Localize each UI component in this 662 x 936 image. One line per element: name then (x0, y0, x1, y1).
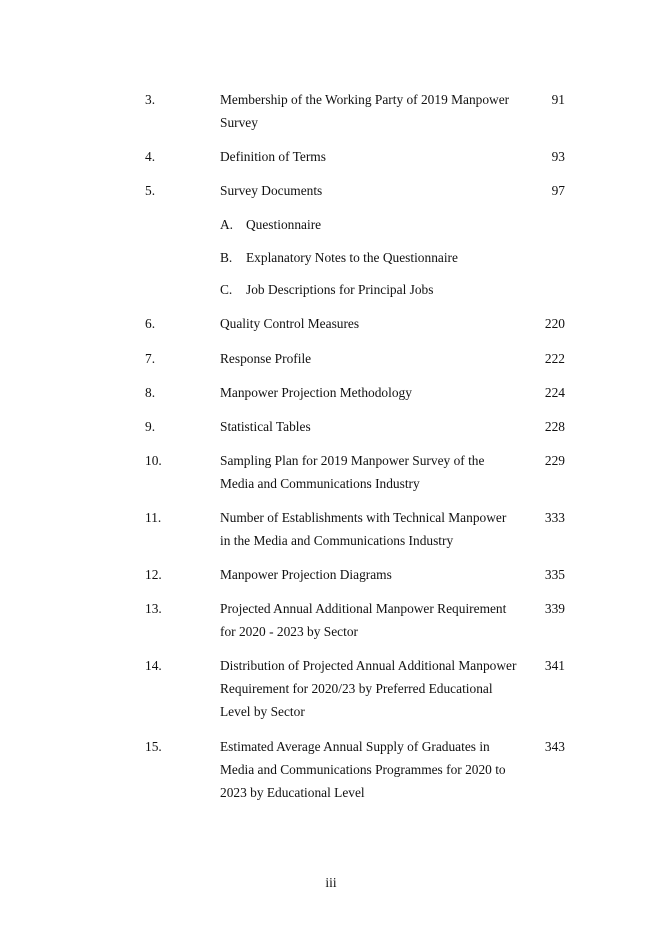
entry-page: 220 (544, 316, 565, 331)
entry-title: Sampling Plan for 2019 Manpower Survey of the Media and Communications Industry (220, 453, 485, 491)
entry-page: 222 (544, 351, 565, 366)
entry-page: 228 (544, 419, 565, 434)
entry-page: 229 (544, 453, 565, 468)
entry-number: 4. (145, 149, 156, 164)
entry-page: 91 (551, 92, 565, 107)
entry-title: Membership of the Working Party of 2019 Manpower Survey (220, 92, 510, 130)
entry-title: Definition of Terms (220, 149, 326, 164)
entry-title: Response Profile (220, 351, 312, 366)
entry-page: 341 (544, 658, 565, 673)
subitem-title: Questionnaire (246, 217, 322, 232)
entry-page: 343 (544, 739, 565, 754)
subitem-title: Job Descriptions for Principal Jobs (246, 282, 434, 297)
entry-title: Quality Control Measures (220, 316, 360, 331)
entry-number: 3. (145, 92, 156, 107)
page-number: iii (325, 875, 337, 890)
subitem-letter: B. (220, 250, 233, 265)
entry-number: 12. (145, 567, 162, 582)
entry-title: Statistical Tables (220, 419, 311, 434)
entry-number: 5. (145, 183, 156, 198)
entry-page: 335 (544, 567, 565, 582)
subitem-letter: A. (220, 217, 234, 232)
toc-subitem (220, 213, 321, 236)
entry-title: Number of Establishments with Technical Manpower in the Media and Communications Industry (220, 510, 507, 548)
entry-number: 15. (145, 739, 162, 754)
entry-page: 97 (551, 183, 565, 198)
entry-title: Manpower Projection Diagrams (220, 567, 392, 582)
entry-number: 9. (145, 419, 156, 434)
entry-page: 93 (551, 149, 565, 164)
toc-subitem (220, 278, 433, 301)
entry-title: Manpower Projection Methodology (220, 385, 412, 400)
toc-subitem (220, 246, 458, 269)
entry-title: Survey Documents (220, 183, 323, 198)
entry-page: 333 (544, 510, 565, 525)
entry-title: Estimated Average Annual Supply of Graduates in Media and Communications Programmes for 2020 to 2023 by Educational Level (220, 739, 506, 800)
entry-title: Distribution of Projected Annual Additional Manpower Requirement for 2020/23 by Preferred Educational Level by Sector (220, 658, 517, 719)
subitem-title: Explanatory Notes to the Questionnaire (246, 250, 458, 265)
entry-title: Projected Annual Additional Manpower Requirement for 2020 - 2023 by Sector (220, 601, 507, 639)
entry-page: 224 (544, 385, 565, 400)
entry-number: 11. (145, 510, 162, 525)
subitem-letter: C. (220, 282, 233, 297)
entry-number: 8. (145, 385, 156, 400)
entry-number: 7. (145, 351, 156, 366)
entry-page: 339 (544, 601, 565, 616)
entry-number: 13. (145, 601, 162, 616)
entry-number: 14. (145, 658, 162, 673)
entry-number: 10. (145, 453, 162, 468)
entry-number: 6. (145, 316, 156, 331)
